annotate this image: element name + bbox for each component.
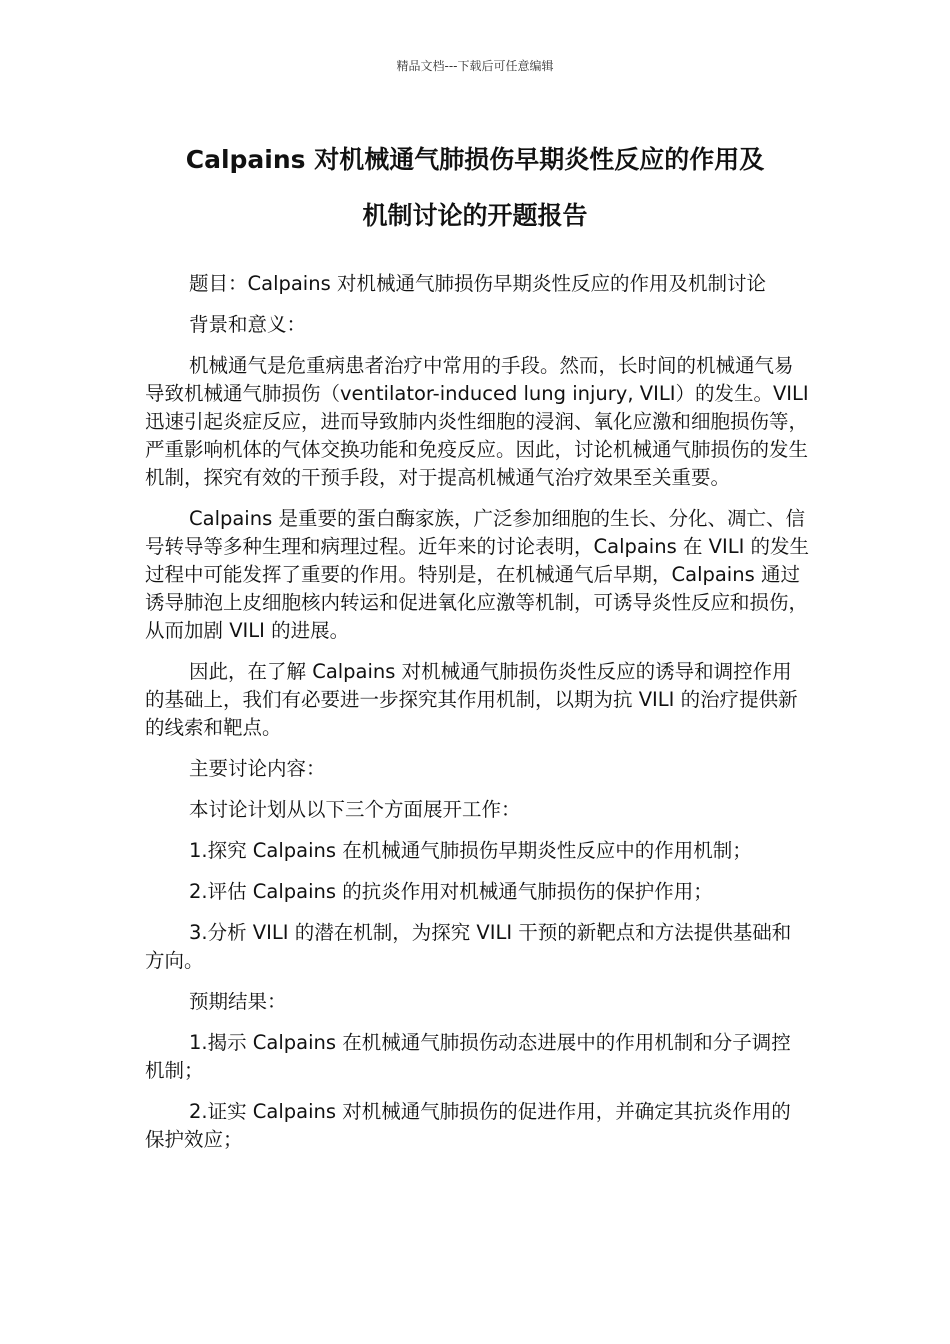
paragraph-topic: 题目：Calpains 对机械通气肺损伤早期炎性反应的作用及机制讨论 bbox=[189, 272, 766, 295]
page-header: 精品文档---下载后可任意编辑 bbox=[396, 59, 554, 73]
list-item-content-2: 2.评估 Calpains 的抗炎作用对机械通气肺损伤的保护作用； bbox=[189, 880, 713, 903]
heading-expected-results: 预期结果： bbox=[189, 990, 287, 1013]
document-title-line-2: 机制讨论的开题报告 bbox=[362, 201, 588, 230]
list-item-content-3: 3.分析 VILI 的潜在机制，为探究 VILI 干预的新靶点和方法提供基础和方向。 bbox=[145, 921, 792, 972]
list-item-result-2: 2.证实 Calpains 对机械通气肺损伤的促进作用，并确定其抗炎作用的保护效应； bbox=[145, 1100, 791, 1151]
document-body bbox=[145, 270, 810, 1154]
paragraph-background-2: Calpains 是重要的蛋白酶家族，广泛参加细胞的生长、分化、凋亡、信号转导等多种生理和病理过程。近年来的讨论表明，Calpains 在 VILI 的发生过程中可能发挥了重要的作用。特别是，在机械通气后早期，Calpains 通过诱导肺泡上皮细胞核内转运和促进氧化应激等机制，可诱导炎性反应和损伤，从而加剧 VILI 的进展。 bbox=[145, 507, 810, 642]
document-title-line-1: Calpains 对机械通气肺损伤早期炎性反应的作用及 bbox=[185, 145, 765, 174]
paragraph-background-3: 因此，在了解 Calpains 对机械通气肺损伤炎性反应的诱导和调控作用的基础上，我们有必要进一步探究其作用机制，以期为抗 VILI 的治疗提供新的线索和靶点。 bbox=[145, 660, 798, 739]
list-item-result-1: 1.揭示 Calpains 在机械通气肺损伤动态进展中的作用机制和分子调控机制； bbox=[145, 1031, 791, 1082]
paragraph-background-1: 机械通气是危重病患者治疗中常用的手段。然而，长时间的机械通气易导致机械通气肺损伤（ventilator-induced lung injury, VILI）的发生。VILI 迅速引起炎症反应，进而导致肺内炎性细胞的浸润、氧化应激和细胞损伤等，严重影响机体的气体交换功能和免疫反应。因此，讨论机械通气肺损伤的发生机制，探究有效的干预手段，对于提高机械通气治疗效果至关重要。 bbox=[145, 354, 809, 489]
heading-main-content: 主要讨论内容： bbox=[189, 757, 326, 780]
heading-background: 背景和意义： bbox=[189, 313, 307, 336]
list-item-content-1: 1.探究 Calpains 在机械通气肺损伤早期炎性反应中的作用机制； bbox=[189, 839, 752, 862]
paragraph-plan-intro: 本讨论计划从以下三个方面展开工作： bbox=[189, 798, 521, 821]
